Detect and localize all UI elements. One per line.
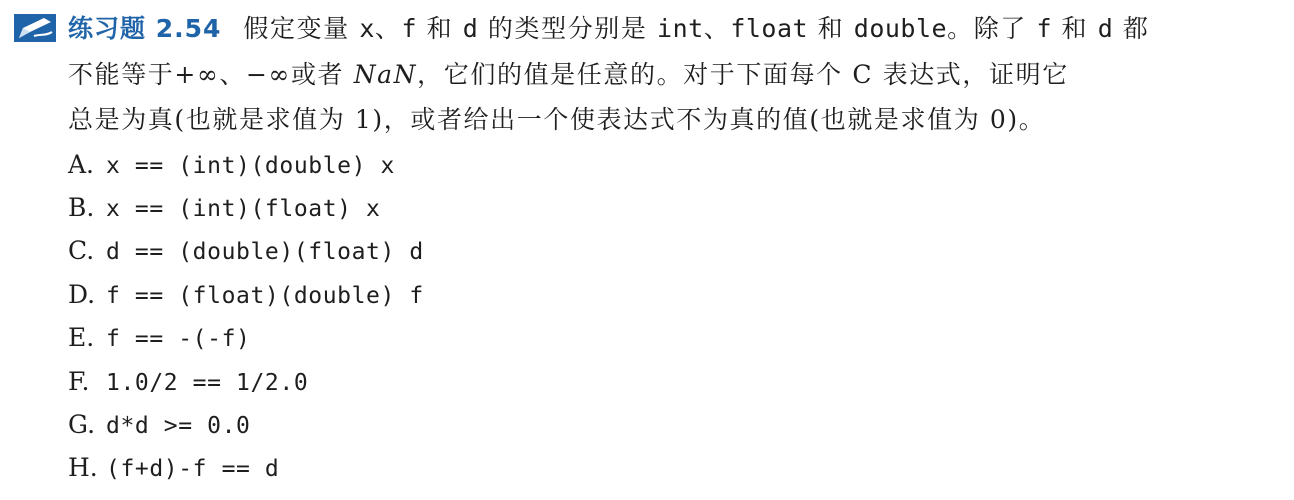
option-expression: x == (int)(float) x xyxy=(106,196,381,222)
option-label: C. xyxy=(68,236,95,265)
option-expression: (f+d)-f == d xyxy=(106,456,280,482)
text: 和 xyxy=(808,14,854,43)
option-label: E. xyxy=(68,323,95,352)
var-f: f xyxy=(1036,14,1053,43)
option-label: A. xyxy=(68,150,95,179)
option-e xyxy=(68,323,250,354)
text: 总是为真(也就是求值为 1)，或者给出一个使表达式不为真的值(也就是求值为 0)。 xyxy=(68,105,1046,134)
var-d: d xyxy=(1097,14,1114,43)
text: 。除了 xyxy=(947,14,1037,43)
type-float: float xyxy=(730,14,809,43)
text: 、 xyxy=(703,14,731,43)
var-d: d xyxy=(462,14,479,43)
option-label: D. xyxy=(68,280,96,309)
option-a xyxy=(68,150,395,181)
exercise-line-1 xyxy=(68,14,1149,44)
option-expression: x == (int)(double) x xyxy=(106,153,395,179)
option-label: F. xyxy=(68,367,90,396)
exercise-title: 练习题 2.54 xyxy=(68,14,222,43)
option-c xyxy=(68,236,424,267)
option-h xyxy=(68,453,279,484)
option-label: G. xyxy=(68,410,96,439)
option-expression: f == (float)(double) f xyxy=(106,283,424,309)
option-d xyxy=(68,280,424,311)
option-g xyxy=(68,410,250,441)
text: 和 xyxy=(1052,14,1098,43)
exercise-pen-icon xyxy=(14,14,56,42)
type-int: int xyxy=(657,14,704,43)
text: ，它们的值是任意的。对于下面每个 C 表达式，证明它 xyxy=(417,60,1069,89)
var-f: f xyxy=(401,14,418,43)
option-label: H. xyxy=(68,453,98,482)
option-label: B. xyxy=(68,193,95,222)
type-double: double xyxy=(853,14,948,43)
option-f xyxy=(68,367,308,398)
text: 不能等于+∞、−∞或者 xyxy=(68,60,354,89)
option-expression: f == -(-f) xyxy=(106,326,251,352)
var-x: x xyxy=(359,14,375,43)
option-expression: d == (double)(float) d xyxy=(106,239,424,265)
option-expression: 1.0/2 == 1/2.0 xyxy=(106,370,309,396)
text: 的类型分别是 xyxy=(478,14,658,43)
nan-term: NaN xyxy=(353,60,418,89)
exercise-line-3 xyxy=(68,105,1045,135)
text: 、 xyxy=(374,14,402,43)
text: 和 xyxy=(417,14,463,43)
option-b xyxy=(68,193,381,224)
exercise-line-2 xyxy=(68,60,1069,90)
option-expression: d*d >= 0.0 xyxy=(106,413,251,439)
text: 都 xyxy=(1113,14,1150,43)
text: 假定变量 xyxy=(243,14,360,43)
